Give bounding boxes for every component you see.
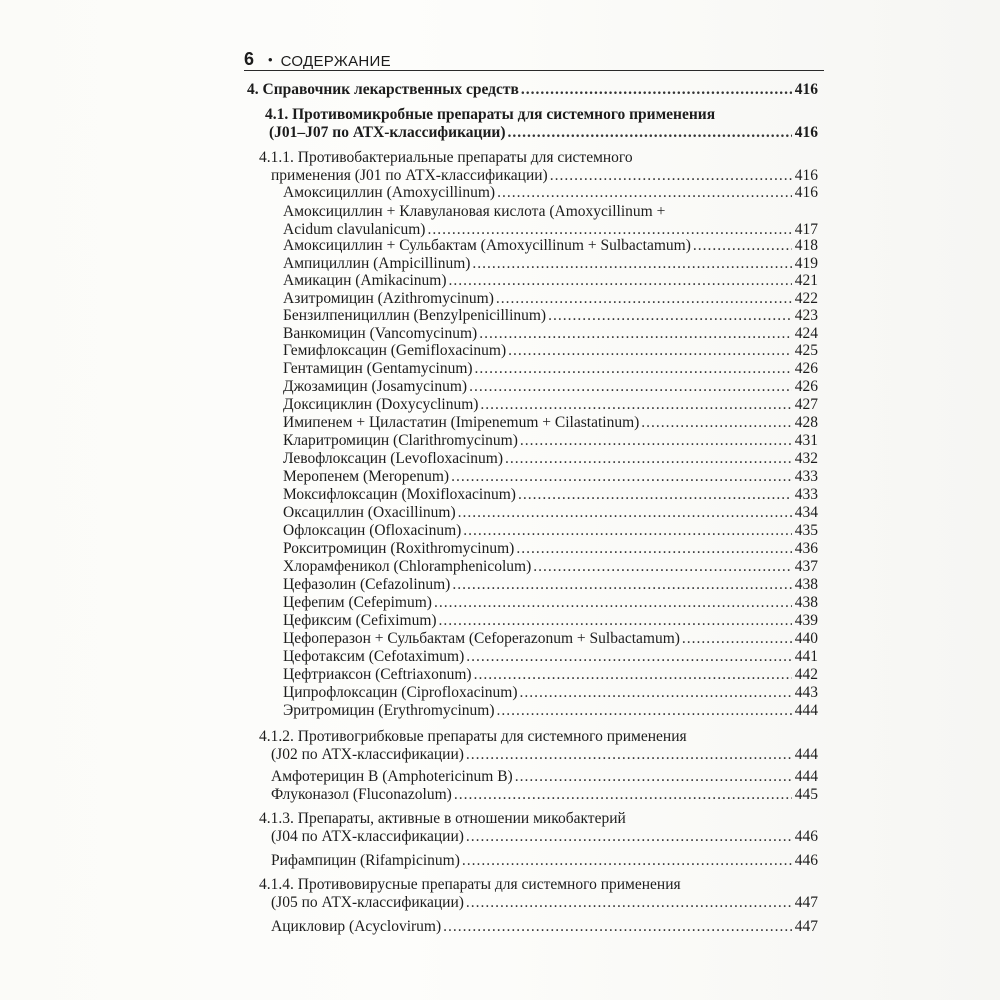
toc-entry-last-line [271, 828, 818, 846]
toc-entry-last-line [283, 504, 818, 522]
toc-entry-title: Амоксициллин + Сульбактам (Amoxycillinum + Sulbactamum) [283, 237, 691, 254]
toc-entry-title: (J05 по АТХ-классификации) [271, 893, 464, 911]
toc-entry-last-line [283, 272, 818, 290]
dot-leader [533, 558, 792, 576]
toc-entry-line [259, 728, 687, 746]
toc-page-number: 416 [794, 184, 818, 201]
dot-leader [682, 630, 792, 648]
toc-page-number: 427 [794, 396, 818, 413]
toc-entry-last-line [283, 450, 818, 468]
toc-entry-last-line [283, 486, 818, 504]
toc-entry-title: применения (J01 по АТХ-классификации) [271, 166, 548, 184]
dot-leader [548, 307, 792, 325]
dot-leader [434, 594, 792, 612]
toc-entry-title: Хлорамфеникол (Chloramphenicolum) [283, 558, 532, 575]
toc-entry-title: Цефоперазон + Сульбактам (Cefoperazonum + Sulbactamum) [283, 630, 680, 647]
toc-entry-line [265, 106, 715, 124]
toc-entry-title: Амфотерицин В (Amphotericinum B) [271, 768, 513, 785]
toc-entry-last-line [283, 666, 818, 684]
toc-entry-last-line [283, 684, 818, 702]
toc-entry-title: Рокситромицин (Roxithromycinum) [283, 540, 515, 557]
toc-entry-title: Бензилпенициллин (Benzylpenicillinum) [283, 307, 547, 324]
toc-page-number: 446 [794, 827, 818, 845]
toc-entry-last-line [283, 221, 818, 239]
toc-entry-title: Амоксициллин (Amoxycillinum) [283, 184, 496, 201]
dot-leader [475, 360, 792, 378]
toc-page-number: 446 [794, 852, 818, 869]
toc-entry-last-line [283, 648, 818, 666]
toc-entry-line [283, 203, 665, 221]
toc-page-number: 416 [794, 166, 818, 184]
toc-entry-last-line [283, 612, 818, 630]
toc-entry-last-line [283, 325, 818, 343]
toc-entry-title: Ацикловир (Acyclovirum) [271, 918, 442, 935]
toc-entry-last-line [271, 918, 818, 936]
toc-entry-title: 4.1.3. Препараты, активные в отношении микобактерий [259, 810, 626, 827]
toc-page-number: 426 [794, 360, 818, 377]
toc-entry-title: 4.1. Противомикробные препараты для системного применения [265, 106, 716, 123]
dot-leader [448, 272, 792, 290]
dot-leader [472, 255, 792, 273]
toc-page-number: 444 [794, 702, 818, 719]
toc-entry-last-line [283, 630, 818, 648]
toc-entry-line [259, 876, 681, 894]
toc-entry-last-line [283, 468, 818, 486]
toc-page-number: 445 [794, 786, 818, 803]
dot-leader [550, 167, 792, 185]
dot-leader [520, 684, 793, 702]
toc-entry-title: Цефепим (Cefepimum) [283, 594, 432, 611]
toc-page-number: 434 [794, 504, 818, 521]
toc-entry-title: Доксициклин (Doxycyclinum) [283, 396, 479, 413]
dot-leader [515, 768, 792, 786]
toc-page-number: 416 [794, 81, 818, 98]
dot-leader [454, 786, 792, 804]
dot-leader [508, 342, 792, 360]
toc-entry-title: (J01–J07 по АТХ-классификации) [269, 123, 506, 141]
toc-entry-last-line [271, 852, 818, 870]
toc-page-number: 431 [794, 432, 818, 449]
toc-entry-title: Ампициллин (Ampicillinum) [283, 255, 471, 272]
toc-entry-last-line [271, 746, 818, 764]
toc-page-number: 447 [794, 918, 818, 935]
toc-entry-last-line [283, 702, 818, 720]
dot-leader [466, 828, 792, 846]
toc-page-number: 417 [794, 220, 818, 238]
toc-page-number: 443 [794, 684, 818, 701]
toc-page-number: 442 [794, 666, 818, 683]
dot-leader [466, 648, 792, 666]
toc-page-number: 424 [794, 325, 818, 342]
toc-entry-last-line [283, 378, 818, 396]
dot-leader [466, 894, 792, 912]
dot-leader [469, 378, 792, 396]
dot-leader [458, 504, 792, 522]
toc-entry-title: Кларитромицин (Clarithromycinum) [283, 432, 518, 449]
toc-page-number: 447 [794, 893, 818, 911]
toc-entry-last-line [271, 786, 818, 804]
toc-entry-title: Моксифлоксацин (Moxifloxacinum) [283, 486, 516, 503]
toc-page-number: 444 [794, 768, 818, 785]
toc-page-number: 428 [794, 414, 818, 431]
toc-entry-title: Acidum clavulanicum) [283, 220, 426, 238]
toc-entry-last-line [283, 414, 818, 432]
toc-entry-last-line [283, 342, 818, 360]
toc-entry-title: Рифампицин (Rifampicinum) [271, 852, 460, 869]
toc-page-number: 439 [794, 612, 818, 629]
dot-leader [496, 290, 792, 308]
toc-entry-last-line [283, 576, 818, 594]
toc-entry-title: Оксациллин (Oxacillinum) [283, 504, 456, 521]
header-bullet: • [268, 52, 273, 67]
toc-entry-title: Гентамицин (Gentamycinum) [283, 360, 473, 377]
dot-leader [518, 486, 792, 504]
toc-entry-last-line [283, 237, 818, 255]
dot-leader [497, 184, 792, 202]
toc-page-number: 433 [794, 486, 818, 503]
toc-page-number: 438 [794, 594, 818, 611]
toc-entry-last-line [247, 81, 818, 99]
toc-page-number: 437 [794, 558, 818, 575]
toc-page-number: 438 [794, 576, 818, 593]
toc-entry-title: Ципрофлоксацин (Ciprofloxacinum) [283, 684, 518, 701]
toc-entry-title: Эритромицин (Erythromycinum) [283, 702, 495, 719]
dot-leader [427, 221, 792, 239]
dot-leader [462, 852, 792, 870]
dot-leader [693, 237, 792, 255]
toc-page-number: 419 [794, 255, 818, 272]
toc-entry-last-line [283, 432, 818, 450]
toc-page-number: 436 [794, 540, 818, 557]
dot-leader [474, 666, 792, 684]
toc-entry-last-line [283, 396, 818, 414]
toc-entry-title: 4.1.1. Противобактериальные препараты для системного [259, 149, 633, 166]
dot-leader [452, 576, 792, 594]
toc-entry-title: (J02 по АТХ-классификации) [271, 745, 464, 763]
toc-entry-last-line [271, 894, 818, 912]
toc-page-number: 441 [794, 648, 818, 665]
toc-page-number: 432 [794, 450, 818, 467]
toc-entry-title: (J04 по АТХ-классификации) [271, 827, 464, 845]
dot-leader [508, 124, 793, 142]
dot-leader [463, 522, 792, 540]
toc-entry-title: Флуконазол (Fluconazolum) [271, 786, 452, 803]
toc-entry-last-line [283, 307, 818, 325]
toc-entry-last-line [283, 360, 818, 378]
toc-entry-title: Меропенем (Meropenum) [283, 468, 450, 485]
toc-page-number: 418 [794, 237, 818, 254]
toc-page-number: 425 [794, 342, 818, 359]
running-title: СОДЕРЖАНИЕ [280, 53, 391, 70]
toc-entry-title: Цефиксим (Cefiximum) [283, 612, 437, 629]
toc-entry-title: Гемифлоксацин (Gemifloxacinum) [283, 342, 507, 359]
toc-entry-title: Цефазолин (Cefazolinum) [283, 576, 451, 593]
toc-page-number: 440 [794, 630, 818, 647]
toc-entry-title: Цефтриаксон (Ceftriaxonum) [283, 666, 472, 683]
toc-entry-title: Цефотаксим (Cefotaximum) [283, 648, 465, 665]
toc-entry-line [259, 149, 633, 167]
toc-page-number: 421 [794, 272, 818, 289]
page-number: 6 [244, 49, 255, 69]
toc-entry-line [259, 810, 626, 828]
toc-entry-title: 4.1.2. Противогрибковые препараты для системного применения [259, 728, 687, 745]
toc-page-number: 426 [794, 378, 818, 395]
toc-entry-last-line [283, 522, 818, 540]
dot-leader [466, 746, 792, 764]
dot-leader [641, 414, 792, 432]
toc-entry-title: Амикацин (Amikacinum) [283, 272, 447, 289]
toc-entry-title: 4. Справочник лекарственных средств [247, 81, 519, 98]
toc-page-number: 433 [794, 468, 818, 485]
dot-leader [451, 468, 792, 486]
dot-leader [521, 81, 792, 99]
toc-entry-title: 4.1.4. Противовирусные препараты для системного применения [259, 876, 681, 893]
toc-entry-last-line [269, 124, 818, 142]
toc-entry-last-line [271, 768, 818, 786]
dot-leader [505, 450, 792, 468]
toc-entry-last-line [283, 184, 818, 202]
toc-entry-title: Офлоксацин (Ofloxacinum) [283, 522, 462, 539]
toc-entry-last-line [283, 290, 818, 308]
toc-entry-last-line [283, 594, 818, 612]
dot-leader [439, 612, 792, 630]
toc-entry-title: Левофлоксацин (Levofloxacinum) [283, 450, 504, 467]
toc-page-number: 444 [794, 745, 818, 763]
toc-entry-title: Имипенем + Циластатин (Imipenemum + Cilastatinum) [283, 414, 640, 431]
dot-leader [497, 702, 792, 720]
toc-entry-title: Азитромицин (Azithromycinum) [283, 290, 494, 307]
dot-leader [516, 540, 792, 558]
dot-leader [479, 325, 792, 343]
dot-leader [443, 918, 792, 936]
toc-entry-title: Амоксициллин + Клавулановая кислота (Amoxycillinum + [283, 203, 666, 220]
toc-entry-title: Ванкомицин (Vancomycinum) [283, 325, 478, 342]
toc-entry-last-line [271, 167, 818, 185]
toc-entry-title: Джозамицин (Josamycinum) [283, 378, 468, 395]
dot-leader [520, 432, 792, 450]
toc-entry-last-line [283, 558, 818, 576]
toc-page-number: 423 [794, 307, 818, 324]
toc-entry-last-line [283, 255, 818, 273]
toc-entry-last-line [283, 540, 818, 558]
toc-page-number: 422 [794, 290, 818, 307]
dot-leader [480, 396, 792, 414]
toc-page-number: 416 [794, 123, 818, 141]
toc-page-number: 435 [794, 522, 818, 539]
